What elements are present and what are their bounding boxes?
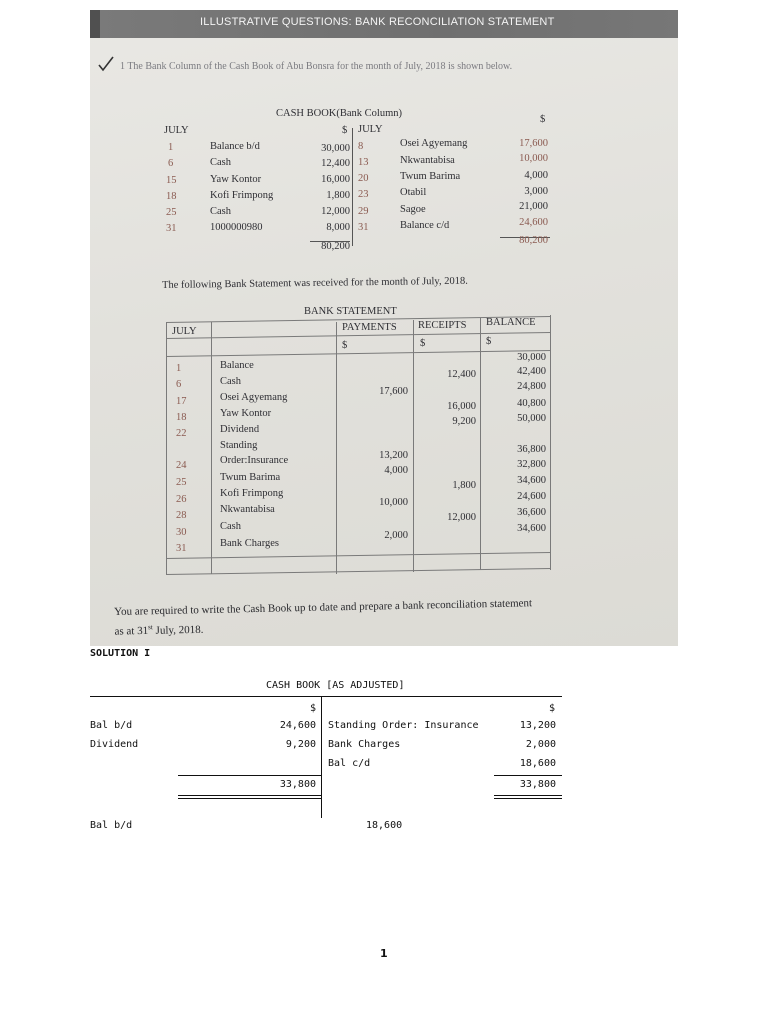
credit-desc: Bal c/d bbox=[328, 758, 371, 769]
cb-credit-desc: Otabil bbox=[400, 187, 427, 198]
total-rule-left-double bbox=[178, 798, 321, 799]
bs-row-desc: Order:Insurance bbox=[220, 455, 289, 466]
bs-currency-payments: $ bbox=[342, 340, 348, 351]
bs-row-day: 28 bbox=[176, 510, 187, 521]
bs-row-balance: 34,600 bbox=[517, 475, 546, 486]
bs-row-desc: Osei Agyemang bbox=[220, 392, 288, 403]
bs-rule-bottom bbox=[166, 552, 551, 559]
instruction-text bbox=[114, 592, 675, 639]
bs-row-balance: 30,000 bbox=[517, 352, 546, 363]
title-rule bbox=[90, 696, 562, 697]
bs-row-payment: 17,600 bbox=[379, 386, 408, 397]
bs-row-balance: 40,800 bbox=[517, 398, 546, 409]
statement-intro: The following Bank Statement was received for the month of July, 2018. bbox=[162, 275, 468, 291]
credit-amount: 2,000 bbox=[525, 739, 556, 750]
cash-book-title: CASH BOOK(Bank Column) bbox=[276, 108, 403, 119]
question-text: 1 The Bank Column of the Cash Book of Abu Bonsra for the month of July, 2018 is shown below. bbox=[120, 61, 513, 72]
bs-row-day: 1 bbox=[176, 363, 182, 374]
bs-border-left bbox=[166, 322, 167, 574]
credit-amount: 13,200 bbox=[519, 720, 556, 731]
cb-credit-day: 13 bbox=[358, 157, 369, 168]
debit-total: 33,800 bbox=[279, 779, 316, 790]
bs-border-right bbox=[550, 315, 551, 570]
bs-row-balance: 34,600 bbox=[517, 523, 546, 534]
bs-row-receipt: 12,000 bbox=[447, 512, 476, 523]
carry-forward-desc: Bal b/d bbox=[90, 820, 133, 831]
bs-row-desc: Bank Charges bbox=[220, 538, 280, 549]
bs-row-desc: Twum Barima bbox=[220, 472, 281, 483]
instruction-line-2-prefix: as at 31 bbox=[114, 624, 149, 638]
total-rule-right-top bbox=[494, 775, 562, 776]
cb-debit-day: 31 bbox=[166, 223, 177, 234]
bs-col-rule bbox=[413, 320, 414, 572]
bs-row-balance: 50,000 bbox=[517, 413, 546, 424]
bs-row-desc: Yaw Kontor bbox=[220, 408, 272, 419]
cb-credit-amount: 21,000 bbox=[519, 201, 548, 212]
banner-edge bbox=[90, 10, 100, 38]
bs-row-balance: 24,800 bbox=[517, 381, 546, 392]
bs-row-desc: Cash bbox=[220, 376, 241, 387]
bs-col-rule bbox=[336, 322, 337, 574]
bs-row-balance: 24,600 bbox=[517, 491, 546, 502]
cb-credit-desc: Balance c/d bbox=[400, 220, 450, 231]
instruction-line-1: You are required to write the Cash Book up to date and prepare a bank reconciliation statement bbox=[114, 597, 533, 618]
cb-debit-desc: Yaw Kontor bbox=[210, 174, 262, 185]
bs-row-desc: Balance bbox=[220, 360, 254, 371]
bs-row-receipt: 1,800 bbox=[452, 480, 476, 491]
cb-credit-desc: Nkwantabisa bbox=[400, 155, 455, 166]
bs-row-payment: 13,200 bbox=[379, 450, 408, 461]
section-banner bbox=[90, 10, 678, 38]
cash-book-month-right: JULY bbox=[358, 124, 383, 135]
bs-currency-receipts: $ bbox=[420, 338, 426, 349]
bs-currency-balance: $ bbox=[486, 336, 492, 347]
cb-credit-amount: 24,600 bbox=[519, 217, 548, 228]
bs-row-receipt: 9,200 bbox=[452, 416, 476, 427]
bs-header-month: JULY bbox=[172, 326, 197, 337]
cb-credit-day: 31 bbox=[358, 222, 369, 233]
bs-header-balance: BALANCE bbox=[486, 317, 536, 328]
cb-credit-amount: 17,600 bbox=[519, 138, 548, 149]
cash-book-month-left: JULY bbox=[164, 125, 189, 136]
bs-row-desc: Standing bbox=[220, 440, 258, 451]
cb-debit-desc: Cash bbox=[210, 157, 231, 168]
cb-debit-desc: Cash bbox=[210, 206, 231, 217]
bs-row-day: 17 bbox=[176, 396, 187, 407]
bs-row-payment: 4,000 bbox=[384, 465, 408, 476]
credit-total: 33,800 bbox=[519, 779, 556, 790]
debit-desc: Bal b/d bbox=[90, 720, 133, 731]
bs-row-day: 26 bbox=[176, 494, 187, 505]
cb-debit-amount: 30,000 bbox=[321, 143, 350, 154]
center-divider bbox=[321, 696, 322, 818]
bs-row-desc: Nkwantabisa bbox=[220, 504, 275, 515]
bs-row-day: 18 bbox=[176, 412, 187, 423]
credit-desc: Bank Charges bbox=[328, 739, 401, 750]
cb-debit-day: 1 bbox=[168, 142, 174, 153]
cb-debit-amount: 12,000 bbox=[321, 206, 350, 217]
bs-col-rule bbox=[480, 318, 481, 570]
credit-amount: 18,600 bbox=[519, 758, 556, 769]
cb-credit-amount: 10,000 bbox=[519, 153, 548, 164]
instruction-line-2-suffix: July, 2018. bbox=[152, 623, 204, 637]
carry-forward-amount: 18,600 bbox=[366, 820, 403, 831]
debit-amount: 24,600 bbox=[279, 720, 316, 731]
instruction-line-2-sup: st bbox=[148, 623, 153, 632]
cash-book-currency-right: $ bbox=[540, 114, 546, 125]
debit-amount: 9,200 bbox=[285, 739, 316, 750]
solution-heading: SOLUTION I bbox=[90, 648, 151, 659]
cb-debit-amount: 12,400 bbox=[321, 158, 350, 169]
debit-desc: Dividend bbox=[90, 739, 139, 750]
cb-debit-day: 25 bbox=[166, 207, 177, 218]
checkmark-icon bbox=[98, 56, 114, 72]
cb-credit-amount: 3,000 bbox=[524, 186, 548, 197]
bs-row-payment: 2,000 bbox=[384, 530, 408, 541]
total-rule-right-double bbox=[494, 798, 562, 799]
credit-desc: Standing Order: Insurance bbox=[328, 720, 479, 731]
bs-row-day: 6 bbox=[176, 379, 182, 390]
bs-row-desc: Dividend bbox=[220, 424, 260, 435]
bs-row-desc: Kofi Frimpong bbox=[220, 488, 284, 499]
bs-row-balance: 36,800 bbox=[517, 444, 546, 455]
cb-debit-total: 80,200 bbox=[321, 241, 350, 252]
bs-row-balance: 42,400 bbox=[517, 366, 546, 377]
cash-book-currency-left: $ bbox=[342, 125, 348, 136]
cb-credit-total: 80,200 bbox=[519, 235, 548, 246]
cb-debit-amount: 8,000 bbox=[326, 222, 350, 233]
banner-title: ILLUSTRATIVE QUESTIONS: BANK RECONCILIATION STATEMENT bbox=[200, 16, 555, 28]
cb-debit-day: 18 bbox=[166, 191, 177, 202]
cb-credit-desc: Osei Agyemang bbox=[400, 138, 468, 149]
bs-row-desc: Cash bbox=[220, 521, 241, 532]
cb-debit-desc: Balance b/d bbox=[210, 141, 260, 152]
bs-row-payment: 10,000 bbox=[379, 497, 408, 508]
cb-debit-day: 15 bbox=[166, 175, 177, 186]
cb-debit-desc: Kofi Frimpong bbox=[210, 190, 274, 201]
bs-rule-header bbox=[166, 332, 551, 339]
cb-credit-amount: 4,000 bbox=[524, 170, 548, 181]
bs-header-payments: PAYMENTS bbox=[342, 322, 397, 333]
total-rule-left-top bbox=[178, 775, 321, 776]
bs-col-rule bbox=[211, 322, 212, 574]
bs-row-balance: 32,800 bbox=[517, 459, 546, 470]
bs-row-day: 24 bbox=[176, 460, 187, 471]
cb-credit-desc: Twum Barima bbox=[400, 171, 461, 182]
cb-debit-desc: 1000000980 bbox=[210, 222, 263, 233]
cb-debit-amount: 1,800 bbox=[326, 190, 350, 201]
cb-debit-amount: 16,000 bbox=[321, 174, 350, 185]
currency-right: $ bbox=[548, 703, 555, 714]
cb-debit-day: 6 bbox=[168, 158, 174, 169]
page-number: 1 bbox=[380, 947, 388, 960]
bs-row-day: 31 bbox=[176, 543, 187, 554]
bs-row-receipt: 12,400 bbox=[447, 369, 476, 380]
total-rule-left-double bbox=[178, 795, 321, 796]
currency-left: $ bbox=[309, 703, 316, 714]
bs-header-receipts: RECEIPTS bbox=[418, 320, 467, 331]
bs-row-receipt: 16,000 bbox=[447, 401, 476, 412]
cb-credit-day: 8 bbox=[358, 141, 364, 152]
total-rule-right-double bbox=[494, 795, 562, 796]
bs-row-day: 25 bbox=[176, 477, 187, 488]
cb-credit-day: 20 bbox=[358, 173, 369, 184]
cb-credit-desc: Sagoe bbox=[400, 204, 426, 215]
bs-row-balance: 36,600 bbox=[517, 507, 546, 518]
cb-credit-day: 23 bbox=[358, 189, 369, 200]
bs-rule-bottom bbox=[166, 568, 551, 575]
bs-row-day: 30 bbox=[176, 527, 187, 538]
textbook-photo bbox=[90, 10, 678, 646]
cb-credit-day: 29 bbox=[358, 206, 369, 217]
bs-row-day: 22 bbox=[176, 428, 187, 439]
cash-book-divider bbox=[352, 128, 353, 246]
bank-statement-title: BANK STATEMENT bbox=[304, 306, 397, 317]
adjusted-cash-book-title: CASH BOOK [AS ADJUSTED] bbox=[266, 680, 405, 691]
